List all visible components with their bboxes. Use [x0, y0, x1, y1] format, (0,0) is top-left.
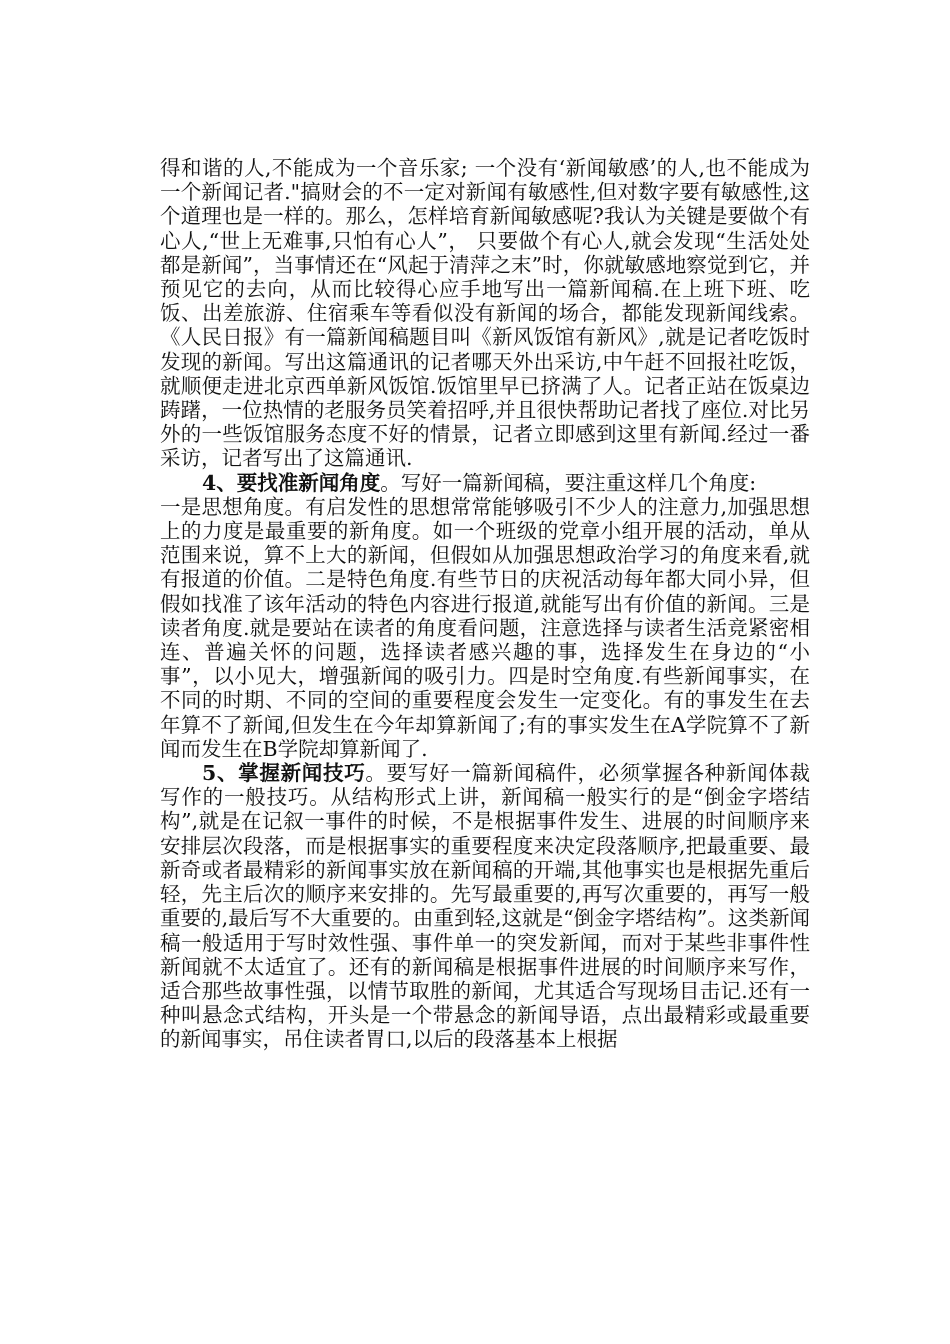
section-5-heading: 5、掌握新闻技巧 — [202, 761, 366, 786]
section-5-body-text: 。要写好一篇新闻稿件，必须掌握各种新闻体裁写作的一般技巧。从结构形式上讲，新闻稿一般实行的是“倒金字塔结构”,就是在记叙一事件的时候，不是根据事件发生、进展的时间顺序来安排层次段落，而是根据事实的重要程度来决定段落顺序,把最重要、最新奇或者最精彩的新闻事实放在新闻稿的开端,其他事实也是根据先重后轻，先主后次的顺序来安排的。先写最重要的,再写次重要的，再写一般重要的,最后写不大重要的。由重到轻,这就是“倒金字塔结构”。这类新闻稿一般适用于写时效性强、事件单一的突发新闻，而对于某些非事件性新闻就不太适宜了。还有的新闻稿是根据事件进展的时间顺序来写作，适合那些故事性强，以情节取胜的新闻，尤其适合写现场目击记.还有一种叫悬念式结构，开头是一个带悬念的新闻导语，点出最精彩或最重要的新闻事实，吊住读者胃口,以后的段落基本上根据 — [160, 761, 811, 1052]
section-4-paragraph — [160, 471, 810, 495]
body-paragraph: 得和谐的人,不能成为一个音乐家; 一个没有‘新闻敏感’的人,也不能成为一个新闻记者."搞财会的不一定对新闻有敏感性,但对数字要有敏感性,这个道理也是一样的。那么，怎样培育新闻敏感呢?我认为关键是要做个有心人,“世上无难事,只怕有心人”， 只要做个有心人,就会发现“生活处处都是新闻”，当事情还在“风起于清萍之末”时，你就敏感地察觉到它，并预见它的去向，从而比较得心应手地写出一篇新闻稿.在上班下班、吃饭、出差旅游、住宿乘车等看似没有新闻的场合，都能发现新闻线索。《人民日报》有一篇新闻稿题目叫《新风饭馆有新风》,就是记者吃饭时发现的新闻。写出这篇通讯的记者哪天外出采访,中午赶不回报社吃饭，就顺便走进北京西单新风饭馆.饭馆里早已挤满了人。记者正站在饭桌边踌躇，一位热情的老服务员笑着招呼,并且很快帮助记者找了座位.对比另外的一些饭馆服务态度不好的情景，记者立即感到这里有新闻.经过一番采访，记者写出了这篇通讯. — [160, 156, 810, 471]
document-page — [160, 156, 810, 1052]
section-4-heading: 4、要找准新闻角度 — [202, 470, 381, 495]
section-4-intro-text: 。写好一篇新闻稿，要注重这样几个角度: — [380, 470, 757, 495]
section-5-paragraph — [160, 761, 810, 1051]
angle-list-paragraph: 一是思想角度。有启发性的思想常常能够吸引不少人的注意力,加强思想上的力度是最重要的新角度。如一个班级的党章小组开展的活动，单从范围来说，算不上大的新闻，但假如从加强思想政治学习的角度来看,就有报道的价值。二是特色角度.有些节日的庆祝活动每年都大同小异，但假如找准了该年活动的特色内容进行报道,就能写出有价值的新闻。三是读者角度.就是要站在读者的角度看问题，注意选择与读者生活竞紧密相连、普遍关怀的问题，选择读者感兴趣的事，选择发生在身边的“小事”，以小见大，增强新闻的吸引力。四是时空角度.有些新闻事实，在不同的时期、不同的空间的重要程度会发生一定变化。有的事发生在去年算不了新闻,但发生在今年却算新闻了;有的事实发生在A学院算不了新闻而发生在B学院却算新闻了. — [160, 494, 810, 761]
